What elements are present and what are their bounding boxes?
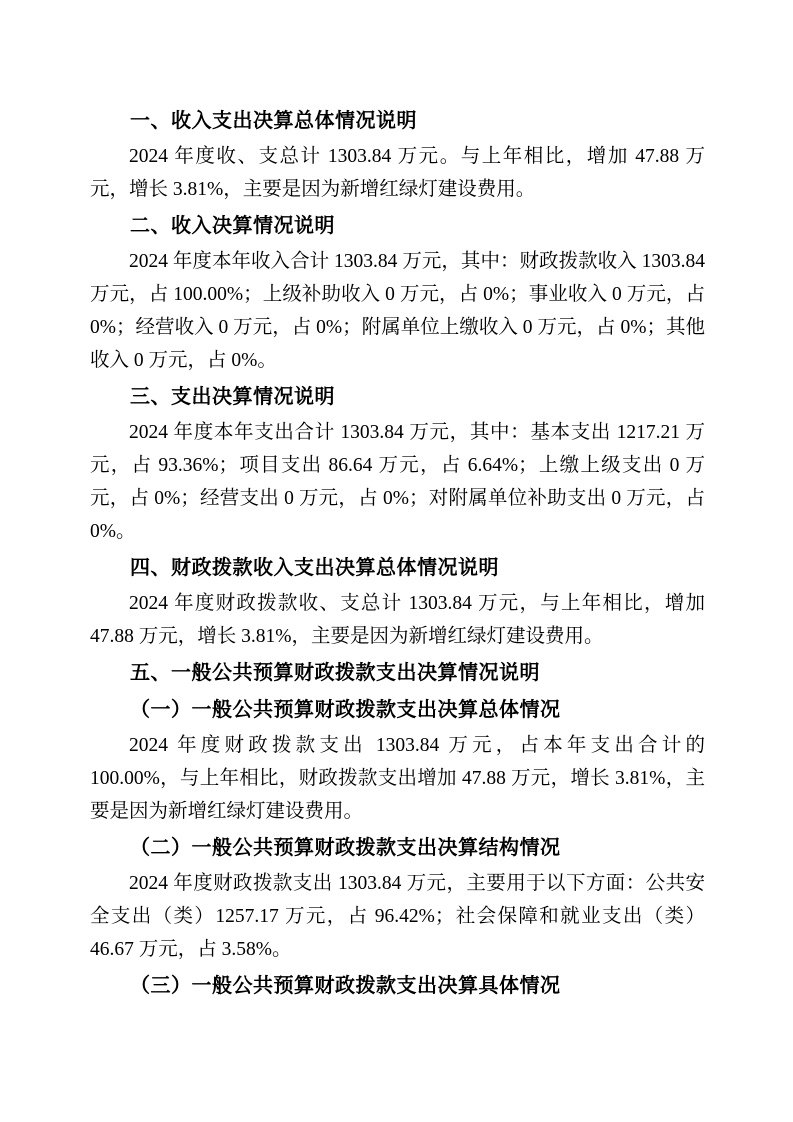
section-paragraph: 2024 年度收、支总计 1303.84 万元。与上年相比，增加 47.88 万元，增长 3.81%，主要是因为新增红绿灯建设费用。 xyxy=(90,146,705,200)
section-heading: 五、一般公共预算财政拨款支出决算情况说明 xyxy=(130,662,540,684)
section-paragraph: 2024 年度本年收入合计 1303.84 万元，其中：财政拨款收入 1303.84 万元，占 100.00%；上级补助收入 0 万元，占 0%；事业收入 0 万元，占 0%；经营收入 0 万元，占 0%；附属单位上缴收入 0 万元，占 0%；其他收入 0 万元，占 0%。 xyxy=(90,251,705,371)
section-paragraph: 2024 年度财政拨款支出 1303.84 万元，占本年支出合计的 100.00%，与上年相比，财政拨款支出增加 47.88 万元，增长 3.81%，主要是因为新增红绿灯建设费用。 xyxy=(90,735,705,822)
section-paragraph: 2024 年度财政拨款收、支总计 1303.84 万元，与上年相比，增加 47.88 万元，增长 3.81%，主要是因为新增红绿灯建设费用。 xyxy=(90,593,705,647)
section-heading: 四、财政拨款收入支出决算总体情况说明 xyxy=(130,557,499,579)
section-heading: （一）一般公共预算财政拨款支出决算总体情况 xyxy=(130,699,561,721)
section-heading: 三、支出决算情况说明 xyxy=(130,386,335,408)
section-paragraph: 2024 年度财政拨款支出 1303.84 万元，主要用于以下方面：公共安全支出（类）1257.17 万元，占 96.42%；社会保障和就业支出（类）46.67 万元，占 3.58%。 xyxy=(90,873,705,960)
section-income-statement xyxy=(90,210,705,377)
subsection-budget-overall xyxy=(90,694,705,828)
subsection-budget-structure xyxy=(90,832,705,966)
section-expense-statement xyxy=(90,381,705,548)
section-income-expense-overview xyxy=(90,105,705,206)
section-heading: 一、收入支出决算总体情况说明 xyxy=(130,110,417,132)
section-heading: （三）一般公共预算财政拨款支出决算具体情况 xyxy=(130,975,561,997)
section-heading: 二、收入决算情况说明 xyxy=(130,215,335,237)
section-paragraph: 2024 年度本年支出合计 1303.84 万元，其中：基本支出 1217.21 万元，占 93.36%；项目支出 86.64 万元，占 6.64%；上缴上级支出 0 万元，占 0%；经营支出 0 万元，占 0%；对附属单位补助支出 0 万元，占 0%。 xyxy=(90,422,705,542)
section-general-public-budget xyxy=(90,657,705,690)
section-heading: （二）一般公共预算财政拨款支出决算结构情况 xyxy=(130,837,561,859)
subsection-budget-details xyxy=(90,970,705,1003)
section-fiscal-appropriation-overview xyxy=(90,552,705,653)
